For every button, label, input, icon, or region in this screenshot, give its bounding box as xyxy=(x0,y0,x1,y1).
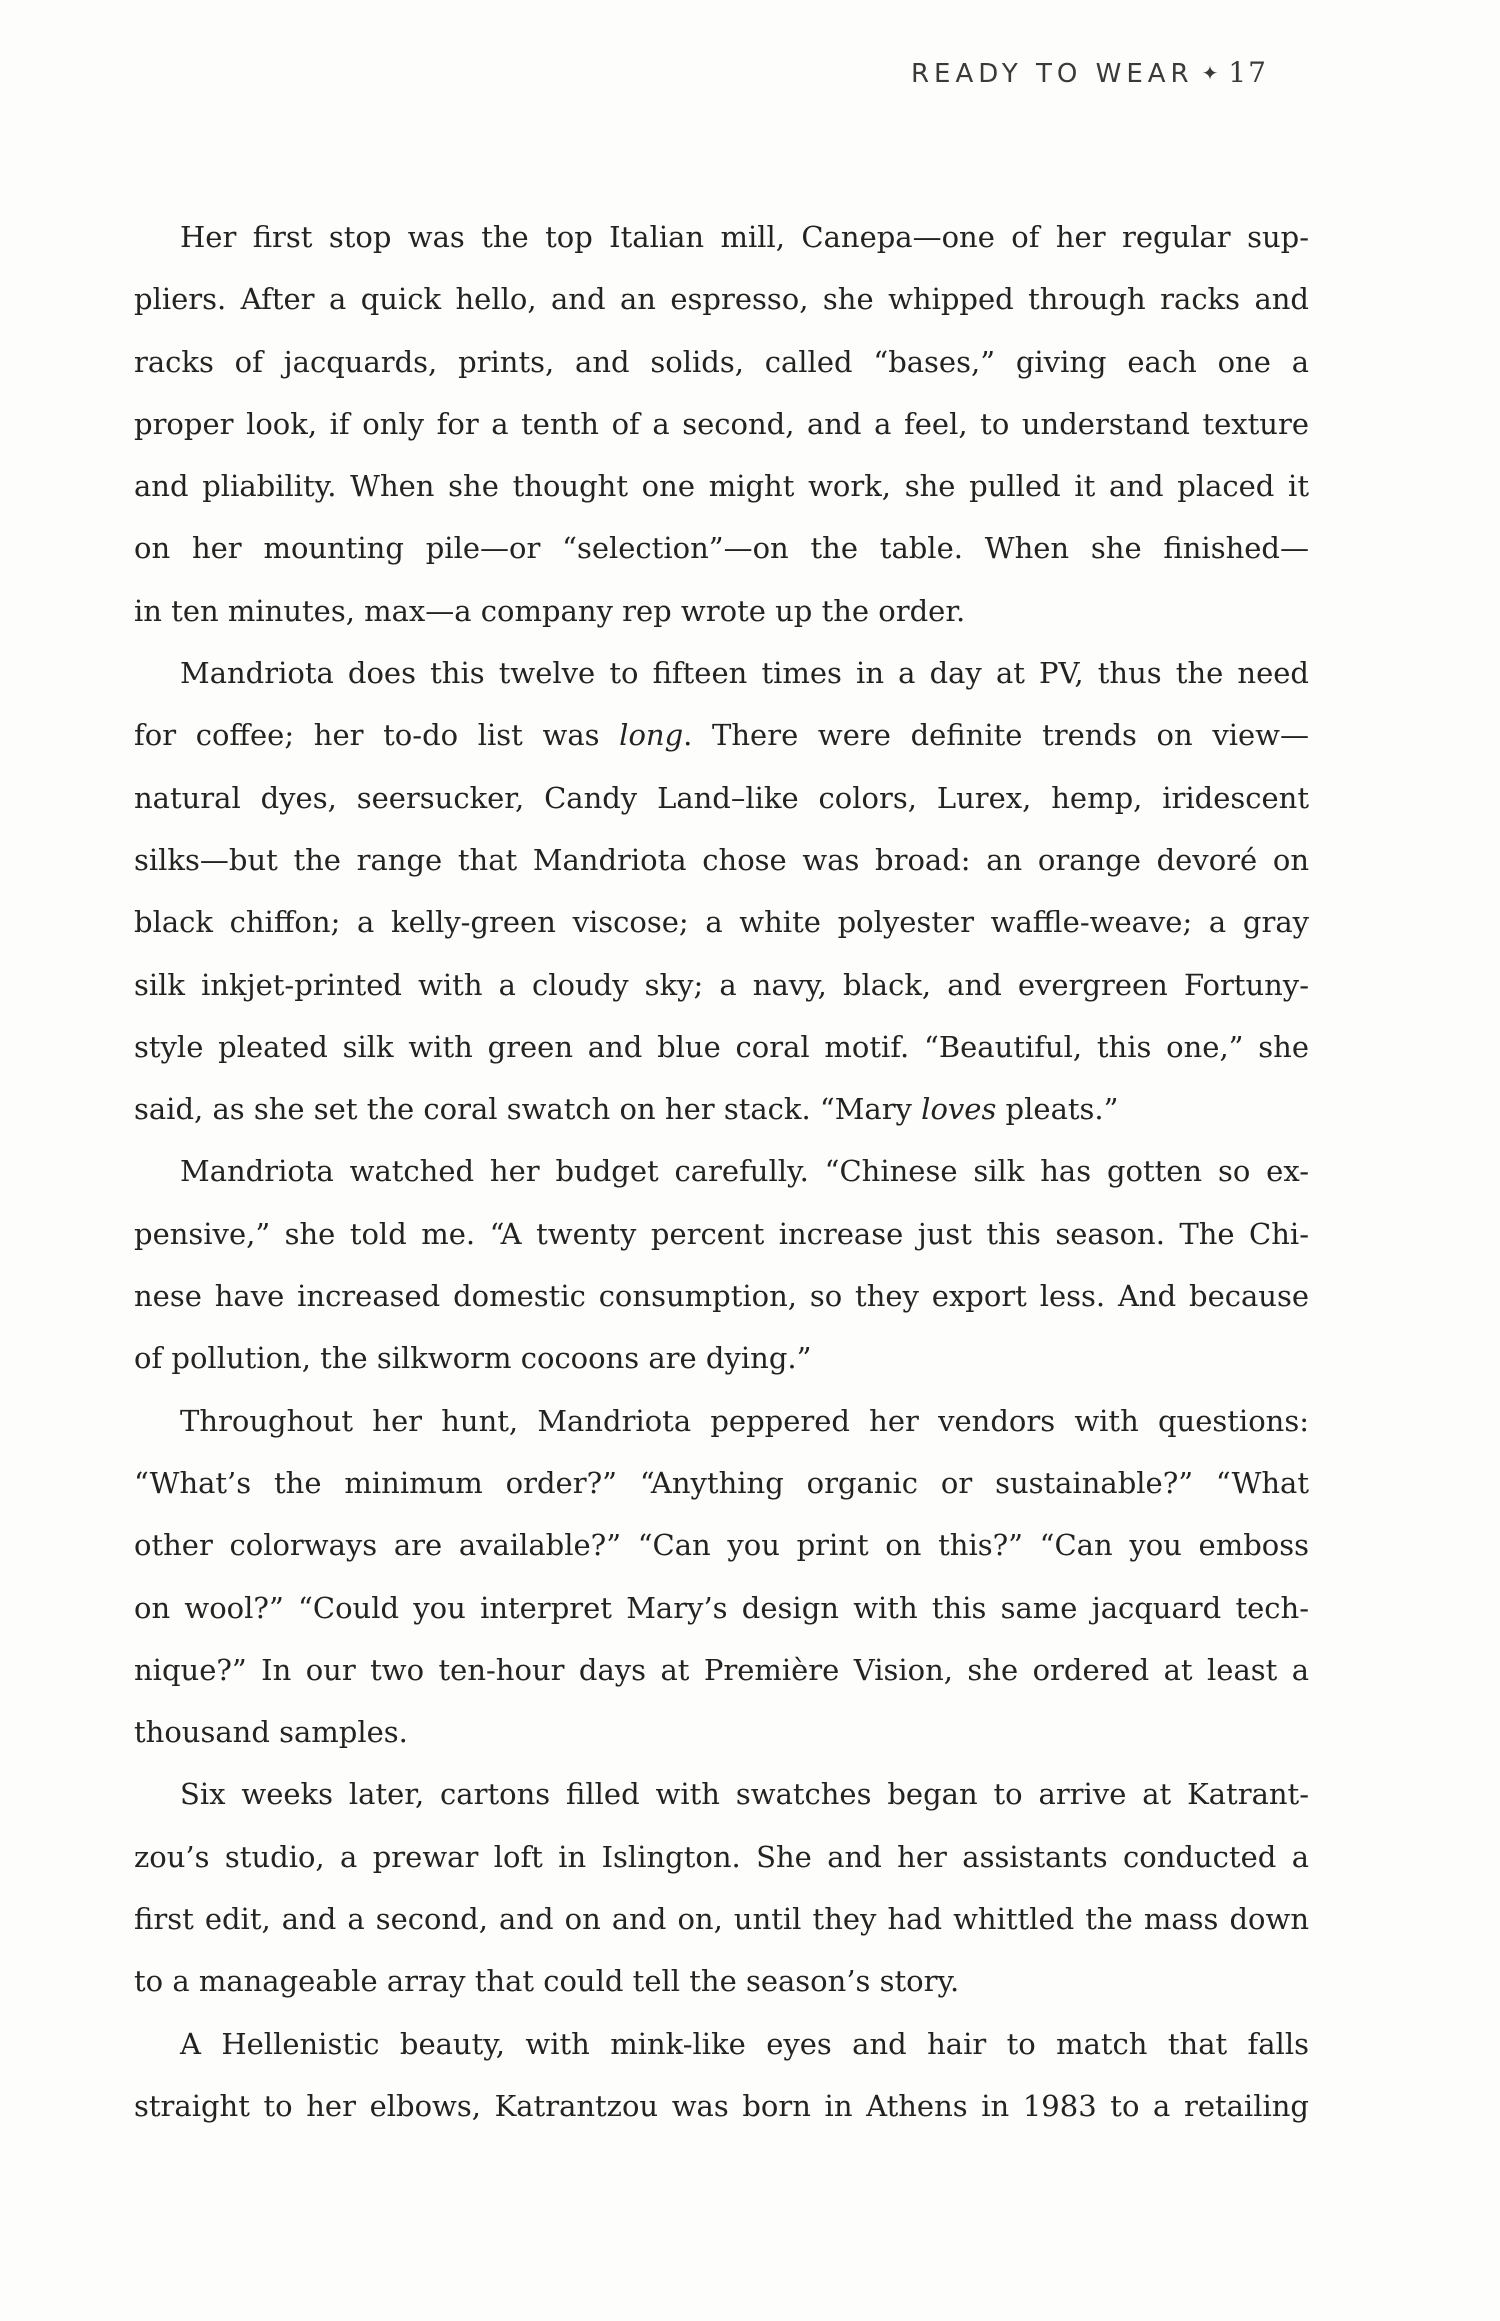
text-line: Throughout her hunt, Mandriota peppered her vendors with questions: xyxy=(180,1403,1309,1438)
text-line: straight to her elbows, Katrantzou was born in Athens in 1983 to a retailing xyxy=(134,2088,1309,2123)
text-line: silk inkjet-printed with a cloudy sky; a navy, black, and evergreen Fortuny- xyxy=(134,967,1309,1002)
text-line: “What’s the minimum order?” “Anything organic or sustainable?” “What xyxy=(134,1465,1309,1500)
text-line: pliers. After a quick hello, and an espresso, she whipped through racks and xyxy=(134,282,1309,317)
ornament-icon: ✦ xyxy=(1201,61,1219,85)
running-head xyxy=(911,56,1268,89)
text-line: other colorways are available?” “Can you print on this?” “Can you emboss xyxy=(134,1528,1309,1563)
text-line: on wool?” “Could you interpret Mary’s design with this same jacquard tech- xyxy=(134,1590,1309,1625)
text-line: proper look, if only for a tenth of a second, and a feel, to understand texture xyxy=(134,406,1309,441)
text-line: A Hellenistic beauty, with mink-like eyes and hair to match that falls xyxy=(180,2026,1309,2061)
text-line: first edit, and a second, and on and on, until they had whittled the mass down xyxy=(134,1902,1309,1937)
text-line: for coffee; her to-do list was long. There were definite trends on view— xyxy=(134,718,1309,753)
page-number: 17 xyxy=(1228,56,1268,89)
text-line: natural dyes, seersucker, Candy Land–like colors, Lurex, hemp, iridescent xyxy=(134,780,1309,815)
text-line: silks—but the range that Mandriota chose was broad: an orange devoré on xyxy=(134,842,1309,877)
text-line: to a manageable array that could tell the season’s story. xyxy=(134,1964,960,1999)
text-line: style pleated silk with green and blue coral motif. “Beautiful, this one,” she xyxy=(134,1029,1309,1064)
text-line: on her mounting pile—or “selection”—on the table. When she finished— xyxy=(134,531,1309,566)
text-line: Mandriota does this twelve to fifteen times in a day at PV, thus the need xyxy=(180,656,1309,691)
text-line: racks of jacquards, prints, and solids, called “bases,” giving each one a xyxy=(134,344,1309,379)
text-line: pensive,” she told me. “A twenty percent increase just this season. The Chi- xyxy=(134,1216,1309,1251)
text-line: Mandriota watched her budget carefully. “Chinese silk has gotten so ex- xyxy=(180,1154,1309,1189)
text-line: nese have increased domestic consumption, so they export less. And because xyxy=(134,1279,1309,1314)
text-line: Her first stop was the top Italian mill, Canepa—one of her regular sup- xyxy=(180,220,1309,254)
text-line: Six weeks later, cartons filled with swatches began to arrive at Katrant- xyxy=(180,1777,1309,1812)
text-line: of pollution, the silkworm cocoons are dying.” xyxy=(134,1341,812,1376)
running-head-title: READY TO WEAR xyxy=(910,59,1194,89)
body-text xyxy=(134,206,1309,2137)
text-line: black chiffon; a kelly-green viscose; a white polyester waffle-weave; a gray xyxy=(134,905,1309,940)
text-line: zou’s studio, a prewar loft in Islington. She and her assistants conducted a xyxy=(134,1839,1309,1874)
text-line: nique?” In our two ten-hour days at Première Vision, she ordered at least a xyxy=(134,1652,1309,1687)
text-line: and pliability. When she thought one might work, she pulled it and placed it xyxy=(134,469,1309,504)
text-line: thousand samples. xyxy=(134,1715,408,1750)
text-line: in ten minutes, max—a company rep wrote up the order. xyxy=(134,593,966,628)
text-line: said, as she set the coral swatch on her stack. “Mary loves pleats.” xyxy=(134,1092,1119,1127)
